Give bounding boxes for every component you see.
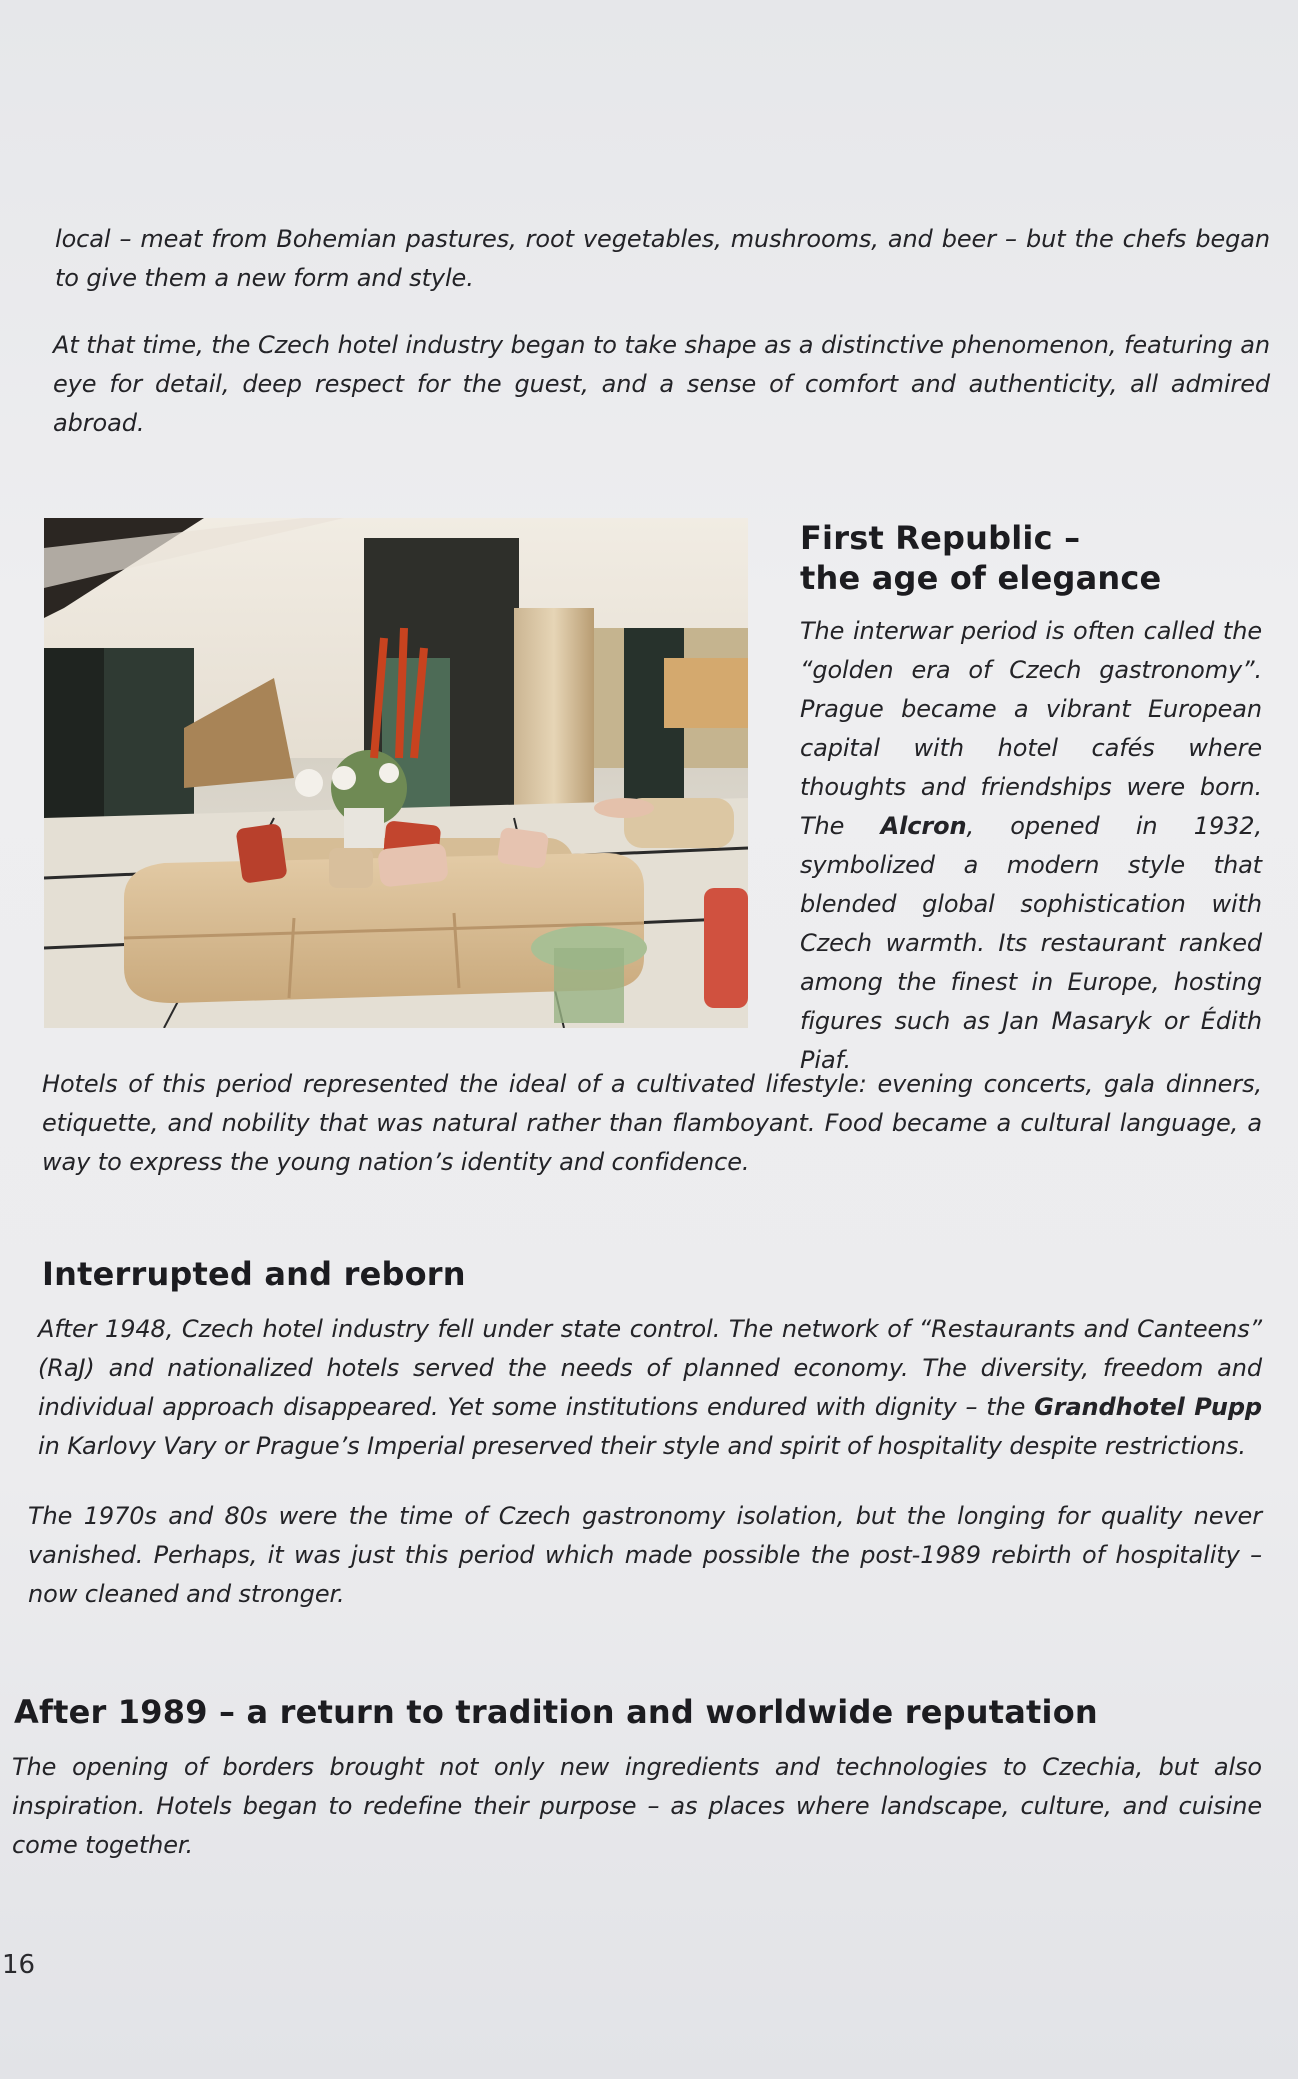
- interrupted-paragraph-1: [38, 1310, 1262, 1466]
- after-1989-paragraph: The opening of borders brought not only new ingredients and technologies to Czechia, but also inspiration. Hotels began to redefine their purpose – as places where landscape, culture, and cuisine come together.: [12, 1753, 1262, 1859]
- hotel-lobby-photo: [44, 518, 748, 1028]
- interrupted-text-start: After 1948, Czech hotel industry fell under state control. The network of “Restaurants and Canteens” (RaJ) and nationalized hotels served the needs of planned economy. The diversity, freedom and individual approach disappeared. Yet some institutions endured with dignity – the: [38, 1315, 1262, 1421]
- first-republic-paragraph-2: Hotels of this period represented the ideal of a cultivated lifestyle: evening concerts, gala dinners, etiquette, and nobility that was natural rather than flamboyant. Food became a cultural language, a way to express the young nation’s identity and confidence.: [42, 1070, 1262, 1176]
- grandhotel-pupp-bold: Grandhotel Pupp: [1034, 1393, 1262, 1421]
- interrupted-text-end: in Karlovy Vary or Prague’s Imperial preserved their style and spirit of hospitality despite restrictions.: [38, 1432, 1246, 1460]
- first-republic-heading-line2: the age of elegance: [800, 559, 1162, 597]
- interrupted-paragraph-2: The 1970s and 80s were the time of Czech gastronomy isolation, but the longing for quality never vanished. Perhaps, it was just this period which made possible the post-1989 rebirth of hospitality – now cleaned and stronger.: [28, 1502, 1262, 1608]
- first-republic-text-start: The interwar period is often called the “golden era of Czech gastronomy”. Prague became a vibrant European capital with hotel cafés where thoughts and friendships were born. The: [800, 617, 1262, 840]
- first-republic-heading-line1: First Republic –: [800, 519, 1081, 557]
- interrupted-heading: Interrupted and reborn: [42, 1255, 466, 1293]
- page-number: 16: [2, 1950, 36, 1980]
- first-republic-text-end: , opened in 1932, symbolized a modern style that blended global sophistication with Czech warmth. Its restaurant ranked among the finest in Europe, hosting figures such as Jan Masaryk or Édith Piaf.: [800, 812, 1263, 1074]
- alcron-bold: Alcron: [880, 812, 967, 840]
- after-1989-heading: After 1989 – a return to tradition and worldwide reputation: [14, 1693, 1098, 1731]
- intro-paragraph-1: local – meat from Bohemian pastures, root vegetables, mushrooms, and beer – but the chefs began to give them a new form and style.: [55, 225, 1270, 292]
- intro-paragraph-2: At that time, the Czech hotel industry began to take shape as a distinctive phenomenon, featuring an eye for detail, deep respect for the guest, and a sense of comfort and authenticity, all admired abroad.: [53, 331, 1270, 437]
- first-republic-paragraph: [800, 612, 1262, 1080]
